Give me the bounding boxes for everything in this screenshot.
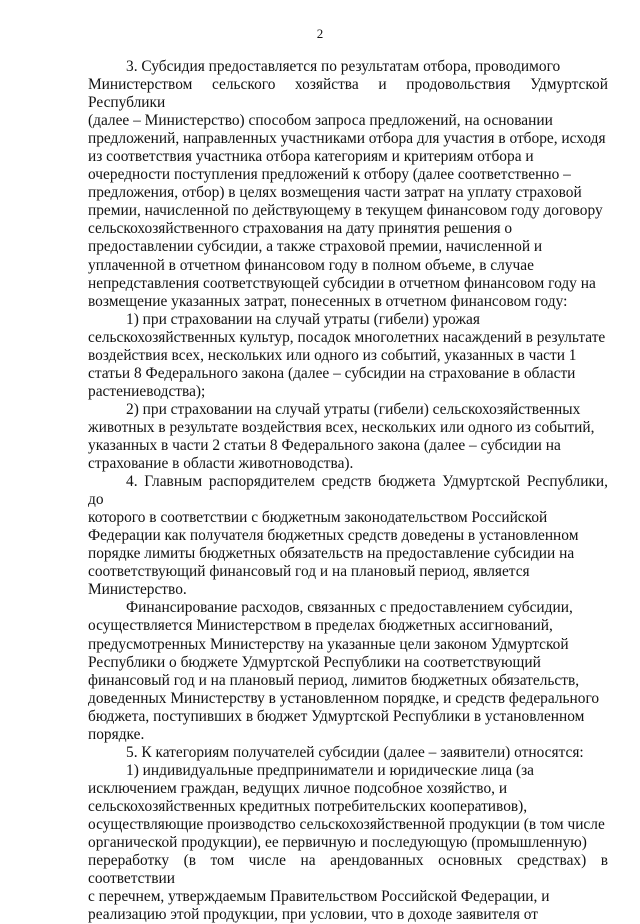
paragraph-clause-3-item-1: 1) при страховании на случай утраты (гибели) урожая сельскохозяйственных культур, посадок многолетних насаждений в результате воздействия всех, нескольких или одного из событий, указанных в части 1 статьи 8 Федерального закона (далее – субсидии на страхование в области растениеводства); [88, 310, 606, 400]
paragraph-clause-3-item-2: 2) при страховании на случай утраты (гибели) сельскохозяйственных животных в результате воздействия всех, нескольких или одного из событий, указанных в части 2 статьи 8 Федерального закона (далее – субсидии на страхование в области животноводства). [88, 400, 595, 473]
paragraph-clause-4: 4. Главным распорядителем средств бюджета Удмуртской Республики, до которого в соответствии с бюджетным законодательством Российской Федерации как получателя бюджетных средств доведены в установленном порядке лимиты бюджетных обязательств на предоставление субсидии на соответствующий финансовый год и на плановый период, является Министерство. [88, 473, 608, 599]
paragraph-clause-3: 3. Субсидия предоставляется по результатам отбора, проводимого Министерством сельского хозяйства и продовольствия Удмуртской Республики (далее – Министерство) способом запроса предложений, на основании предложений, направленных участниками отбора для участия в отборе, исходя из соответствия участника отбора категориям и критериям отбора и очередности поступления предложений к отбору (далее соответственно – предложения, отбор) в целях возмещения части затрат на уплату страховой премии, начисленной по действующему в текущем финансовом году договору сельскохозяйственного страхования на дату принятия решения о предоставлении субсидии, а также страховой премии, начисленной и уплаченной в отчетном финансовом году в полном объеме, в случае непредставления соответствующей субсидии в отчетном финансовом году на возмещение указанных затрат, понесенных в отчетном финансовом году: [88, 58, 608, 310]
paragraph-clause-5: 5. К категориям получателей субсидии (далее – заявители) относятся: [126, 743, 584, 761]
paragraph-financing: Финансирование расходов, связанных с предоставлением субсидии, осуществляется Министерством в пределах бюджетных ассигнований, предусмотренных Министерству на указанные цели законом Удмуртской Республики о бюджете Удмуртской Республики на соответствующий финансовый год и на плановый период, лимитов бюджетных обязательств, доведенных Министерству в установленном порядке, и средств федерального бюджета, поступивших в бюджет Удмуртской Республики в установленном порядке. [88, 599, 600, 743]
document-body [88, 58, 608, 924]
paragraph-clause-5-item-1: 1) индивидуальные предприниматели и юридические лица (за исключением граждан, ведущих личное подсобное хозяйство, и сельскохозяйственных кредитных потребительских кооперативов), осуществляющие производство сельскохозяйственной продукции (в том числе органической продукции), ее первичную и последующую (промышленную) переработку (в том числе на арендованных основных средствах) в соответствии с перечнем, утверждаемым Правительством Российской Федерации, и реализацию этой продукции, при условии, что в доходе заявителя от [88, 761, 608, 924]
page-number: 2 [316, 26, 324, 41]
